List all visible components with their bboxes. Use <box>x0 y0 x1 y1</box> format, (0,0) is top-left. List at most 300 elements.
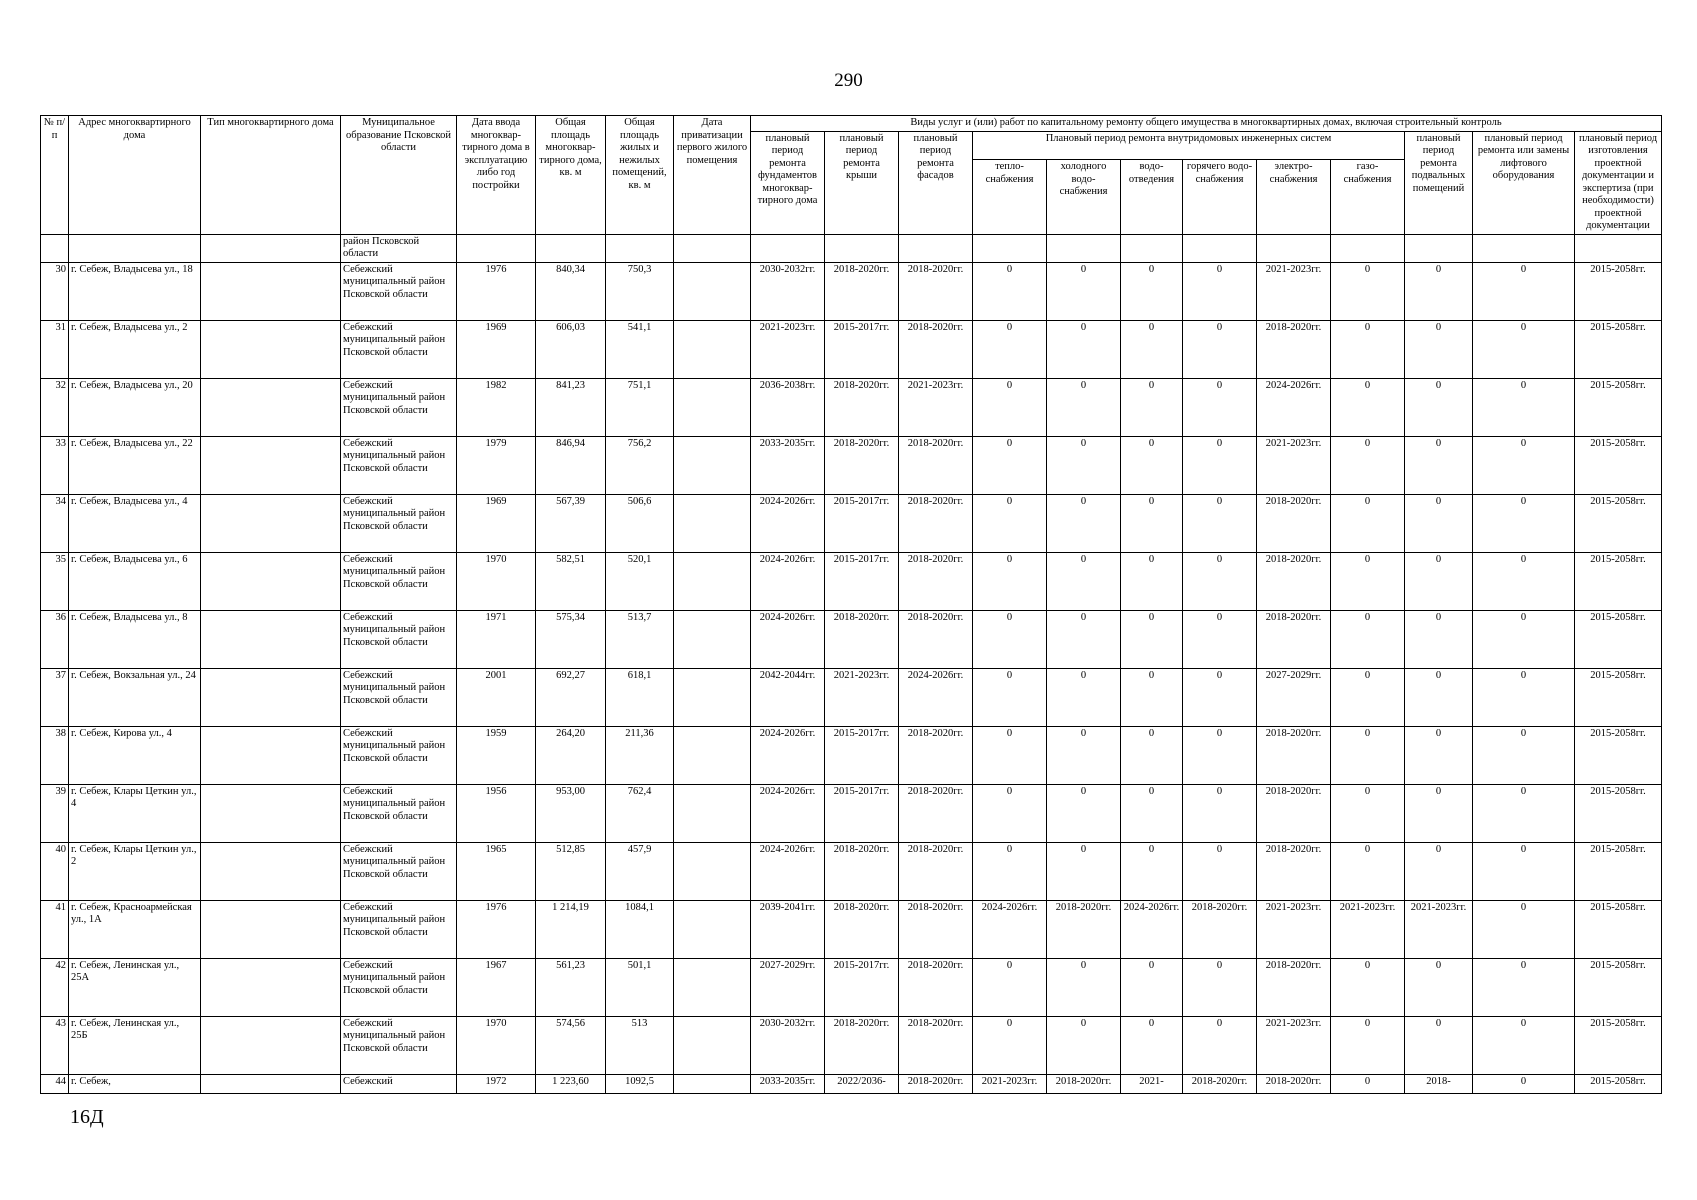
row-num: 30 <box>41 262 69 320</box>
row-gas: 0 <box>1331 552 1405 610</box>
row-foundation: 2024-2026гг. <box>751 784 825 842</box>
row-num: 42 <box>41 958 69 1016</box>
row-municipality: Себежский муниципальный район Псковской области <box>341 320 457 378</box>
row-roof: 2022/2036- <box>825 1074 899 1093</box>
row-total-area: 574,56 <box>536 1016 606 1074</box>
row-type <box>201 378 341 436</box>
row-basement: 0 <box>1405 726 1473 784</box>
row-year: 1970 <box>457 1016 536 1074</box>
row-elevator: 0 <box>1473 262 1575 320</box>
row-roof: 2018-2020гг. <box>825 262 899 320</box>
row-cold-water: 0 <box>1047 784 1121 842</box>
row-elevator: 0 <box>1473 494 1575 552</box>
row-basement: 0 <box>1405 1016 1473 1074</box>
row-roof: 2018-2020гг. <box>825 436 899 494</box>
row-elevator: 0 <box>1473 1016 1575 1074</box>
row-num: 31 <box>41 320 69 378</box>
row-elevator: 0 <box>1473 784 1575 842</box>
row-gas: 0 <box>1331 842 1405 900</box>
header-electric: электро-снабжения <box>1257 160 1331 235</box>
row-elevator: 0 <box>1473 552 1575 610</box>
row-gas: 0 <box>1331 726 1405 784</box>
row-sewage: 0 <box>1121 320 1183 378</box>
row-type <box>201 552 341 610</box>
row-elevator: 0 <box>1473 958 1575 1016</box>
row-total-area: 692,27 <box>536 668 606 726</box>
row-heat: 0 <box>973 436 1047 494</box>
row-year: 1976 <box>457 262 536 320</box>
row-design: 2015-2058гг. <box>1575 262 1662 320</box>
row-num: 35 <box>41 552 69 610</box>
row-municipality: Себежский муниципальный район Псковской области <box>341 378 457 436</box>
row-heat: 0 <box>973 842 1047 900</box>
row-privatization <box>674 494 751 552</box>
row-hot-water: 2018-2020гг. <box>1183 900 1257 958</box>
row-sewage: 0 <box>1121 552 1183 610</box>
row-facade: 2024-2026гг. <box>899 668 973 726</box>
row-num: 40 <box>41 842 69 900</box>
row-living-area: 1092,5 <box>606 1074 674 1093</box>
row-cold-water: 0 <box>1047 726 1121 784</box>
table-row <box>41 958 1662 1016</box>
row-roof: 2015-2017гг. <box>825 726 899 784</box>
row-hot-water: 0 <box>1183 436 1257 494</box>
header-elevator: плановый период ремонта или замены лифтового оборудования <box>1473 131 1575 234</box>
row-sewage: 2024-2026гг. <box>1121 900 1183 958</box>
row-cold-water: 0 <box>1047 610 1121 668</box>
row-year: 1967 <box>457 958 536 1016</box>
row-heat: 0 <box>973 378 1047 436</box>
header-works-group: Виды услуг и (или) работ по капитальному ремонту общего имущества в многоквартирных домах, включая строительный контроль <box>751 116 1662 132</box>
row-foundation: 2024-2026гг. <box>751 494 825 552</box>
row-hot-water: 0 <box>1183 958 1257 1016</box>
row-basement: 0 <box>1405 494 1473 552</box>
row-facade: 2021-2023гг. <box>899 378 973 436</box>
row-type <box>201 262 341 320</box>
row-facade: 2018-2020гг. <box>899 900 973 958</box>
row-municipality: Себежский муниципальный район Псковской области <box>341 610 457 668</box>
row-basement: 0 <box>1405 552 1473 610</box>
row-address: г. Себеж, Владысева ул., 18 <box>69 262 201 320</box>
row-privatization <box>674 436 751 494</box>
row-total-area: 841,23 <box>536 378 606 436</box>
table-row <box>41 900 1662 958</box>
row-elevator: 0 <box>1473 900 1575 958</box>
row-cold-water: 2018-2020гг. <box>1047 900 1121 958</box>
row-elevator: 0 <box>1473 1074 1575 1093</box>
row-type <box>201 668 341 726</box>
row-facade: 2018-2020гг. <box>899 842 973 900</box>
row-roof: 2018-2020гг. <box>825 842 899 900</box>
row-total-area: 953,00 <box>536 784 606 842</box>
table-header <box>41 116 1662 235</box>
header-gas: газо-снабжения <box>1331 160 1405 235</box>
row-electric: 2018-2020гг. <box>1257 726 1331 784</box>
row-basement: 0 <box>1405 842 1473 900</box>
row-basement: 0 <box>1405 610 1473 668</box>
row-privatization <box>674 726 751 784</box>
row-type <box>201 842 341 900</box>
row-roof: 2018-2020гг. <box>825 378 899 436</box>
row-elevator: 0 <box>1473 436 1575 494</box>
row-basement: 0 <box>1405 378 1473 436</box>
header-commission-date: Дата ввода многоквар-тирного дома в эксплуатацию либо год постройки <box>457 116 536 235</box>
row-privatization <box>674 900 751 958</box>
row-cold-water: 0 <box>1047 320 1121 378</box>
table-row <box>41 726 1662 784</box>
row-living-area: 457,9 <box>606 842 674 900</box>
row-cold-water: 0 <box>1047 494 1121 552</box>
row-roof: 2015-2017гг. <box>825 784 899 842</box>
row-design: 2015-2058гг. <box>1575 378 1662 436</box>
row-facade: 2018-2020гг. <box>899 1016 973 1074</box>
row-living-area: 618,1 <box>606 668 674 726</box>
row-year: 1965 <box>457 842 536 900</box>
row-elevator: 0 <box>1473 842 1575 900</box>
row-privatization <box>674 668 751 726</box>
table-row <box>41 552 1662 610</box>
row-sewage: 0 <box>1121 958 1183 1016</box>
row-elevator: 0 <box>1473 378 1575 436</box>
row-municipality: Себежский муниципальный район Псковской области <box>341 1016 457 1074</box>
row-elevator: 0 <box>1473 320 1575 378</box>
row-hot-water: 0 <box>1183 668 1257 726</box>
row-design: 2015-2058гг. <box>1575 784 1662 842</box>
row-type <box>201 958 341 1016</box>
row-address: г. Себеж, <box>69 1074 201 1093</box>
row-design: 2015-2058гг. <box>1575 552 1662 610</box>
row-facade: 2018-2020гг. <box>899 726 973 784</box>
row-design: 2015-2058гг. <box>1575 900 1662 958</box>
header-living-area: Общая площадь жилых и нежилых помещений, кв. м <box>606 116 674 235</box>
row-year: 1982 <box>457 378 536 436</box>
row-hot-water: 0 <box>1183 842 1257 900</box>
row-living-area: 756,2 <box>606 436 674 494</box>
row-heat: 0 <box>973 1016 1047 1074</box>
row-basement: 0 <box>1405 668 1473 726</box>
row-basement: 2018- <box>1405 1074 1473 1093</box>
row-gas: 0 <box>1331 784 1405 842</box>
table-row <box>41 494 1662 552</box>
row-electric: 2021-2023гг. <box>1257 900 1331 958</box>
table-row <box>41 842 1662 900</box>
row-address: г. Себеж, Ленинская ул., 25А <box>69 958 201 1016</box>
table-row <box>41 262 1662 320</box>
row-gas: 0 <box>1331 320 1405 378</box>
row-cold-water: 0 <box>1047 842 1121 900</box>
row-design: 2015-2058гг. <box>1575 1016 1662 1074</box>
row-design: 2015-2058гг. <box>1575 958 1662 1016</box>
row-hot-water: 0 <box>1183 262 1257 320</box>
row-gas: 2021-2023гг. <box>1331 900 1405 958</box>
row-foundation: 2042-2044гг. <box>751 668 825 726</box>
row-basement: 0 <box>1405 320 1473 378</box>
row-heat: 0 <box>973 610 1047 668</box>
row-sewage: 0 <box>1121 842 1183 900</box>
row-address: г. Себеж, Кирова ул., 4 <box>69 726 201 784</box>
header-systems-group: Плановый период ремонта внутридомовых инженерных систем <box>973 131 1405 160</box>
table-row <box>41 668 1662 726</box>
table-row <box>41 610 1662 668</box>
row-electric: 2018-2020гг. <box>1257 610 1331 668</box>
continuation-row <box>41 234 1662 262</box>
row-design: 2015-2058гг. <box>1575 320 1662 378</box>
row-type <box>201 320 341 378</box>
row-foundation: 2024-2026гг. <box>751 842 825 900</box>
row-heat: 0 <box>973 784 1047 842</box>
row-address: г. Себеж, Владысева ул., 2 <box>69 320 201 378</box>
table-row <box>41 320 1662 378</box>
row-num: 43 <box>41 1016 69 1074</box>
row-cold-water: 0 <box>1047 668 1121 726</box>
row-total-area: 846,94 <box>536 436 606 494</box>
row-hot-water: 0 <box>1183 610 1257 668</box>
row-facade: 2018-2020гг. <box>899 784 973 842</box>
row-heat: 0 <box>973 552 1047 610</box>
row-type <box>201 726 341 784</box>
row-electric: 2021-2023гг. <box>1257 436 1331 494</box>
row-year: 1969 <box>457 494 536 552</box>
row-facade: 2018-2020гг. <box>899 436 973 494</box>
row-type <box>201 1074 341 1093</box>
row-design: 2015-2058гг. <box>1575 842 1662 900</box>
row-year: 1959 <box>457 726 536 784</box>
row-design: 2015-2058гг. <box>1575 1074 1662 1093</box>
row-living-area: 501,1 <box>606 958 674 1016</box>
row-municipality: Себежский муниципальный район Псковской области <box>341 262 457 320</box>
row-num: 36 <box>41 610 69 668</box>
row-municipality: Себежский муниципальный район Псковской области <box>341 552 457 610</box>
row-living-area: 211,36 <box>606 726 674 784</box>
row-facade: 2018-2020гг. <box>899 552 973 610</box>
row-electric: 2027-2029гг. <box>1257 668 1331 726</box>
row-gas: 0 <box>1331 378 1405 436</box>
row-sewage: 0 <box>1121 784 1183 842</box>
row-total-area: 840,34 <box>536 262 606 320</box>
row-elevator: 0 <box>1473 610 1575 668</box>
row-facade: 2018-2020гг. <box>899 262 973 320</box>
header-roof: плановый период ремонта крыши <box>825 131 899 234</box>
header-address: Адрес многоквартирного дома <box>69 116 201 235</box>
row-privatization <box>674 610 751 668</box>
row-num: 38 <box>41 726 69 784</box>
header-type: Тип многоквартирного дома <box>201 116 341 235</box>
row-hot-water: 0 <box>1183 552 1257 610</box>
row-design: 2015-2058гг. <box>1575 494 1662 552</box>
row-roof: 2021-2023гг. <box>825 668 899 726</box>
row-living-area: 541,1 <box>606 320 674 378</box>
table-row <box>41 1074 1662 1093</box>
row-address: г. Себеж, Владысева ул., 22 <box>69 436 201 494</box>
row-privatization <box>674 378 751 436</box>
row-hot-water: 0 <box>1183 320 1257 378</box>
row-type <box>201 900 341 958</box>
row-hot-water: 0 <box>1183 784 1257 842</box>
row-sewage: 0 <box>1121 668 1183 726</box>
row-heat: 0 <box>973 494 1047 552</box>
row-roof: 2015-2017гг. <box>825 494 899 552</box>
row-municipality: Себежский <box>341 1074 457 1093</box>
row-cold-water: 0 <box>1047 1016 1121 1074</box>
header-total-area: Общая площадь многоквар-тирного дома, кв. м <box>536 116 606 235</box>
row-sewage: 0 <box>1121 726 1183 784</box>
row-living-area: 762,4 <box>606 784 674 842</box>
row-foundation: 2033-2035гг. <box>751 436 825 494</box>
row-roof: 2018-2020гг. <box>825 900 899 958</box>
row-cold-water: 0 <box>1047 378 1121 436</box>
row-num: 41 <box>41 900 69 958</box>
row-total-area: 264,20 <box>536 726 606 784</box>
row-electric: 2018-2020гг. <box>1257 842 1331 900</box>
row-year: 1972 <box>457 1074 536 1093</box>
row-foundation: 2030-2032гг. <box>751 262 825 320</box>
row-total-area: 1 223,60 <box>536 1074 606 1093</box>
row-foundation: 2030-2032гг. <box>751 1016 825 1074</box>
row-municipality: Себежский муниципальный район Псковской области <box>341 726 457 784</box>
header-facade: плановый период ремонта фасадов <box>899 131 973 234</box>
row-municipality: Себежский муниципальный район Псковской области <box>341 494 457 552</box>
row-gas: 0 <box>1331 610 1405 668</box>
row-heat: 2021-2023гг. <box>973 1074 1047 1093</box>
row-basement: 0 <box>1405 436 1473 494</box>
row-cold-water: 0 <box>1047 552 1121 610</box>
header-privatization: Дата приватизации первого жилого помещения <box>674 116 751 235</box>
table-body <box>41 234 1662 1093</box>
row-year: 1979 <box>457 436 536 494</box>
row-basement: 0 <box>1405 784 1473 842</box>
row-type <box>201 494 341 552</box>
row-living-area: 506,6 <box>606 494 674 552</box>
header-municipality: Муниципальное образование Псковской области <box>341 116 457 235</box>
row-privatization <box>674 784 751 842</box>
row-sewage: 0 <box>1121 610 1183 668</box>
row-foundation: 2039-2041гг. <box>751 900 825 958</box>
row-gas: 0 <box>1331 958 1405 1016</box>
row-heat: 0 <box>973 958 1047 1016</box>
row-num: 37 <box>41 668 69 726</box>
row-privatization <box>674 552 751 610</box>
row-sewage: 0 <box>1121 262 1183 320</box>
row-cold-water: 2018-2020гг. <box>1047 1074 1121 1093</box>
row-address: г. Себеж, Клары Цеткин ул., 4 <box>69 784 201 842</box>
row-gas: 0 <box>1331 494 1405 552</box>
row-privatization <box>674 262 751 320</box>
row-sewage: 0 <box>1121 436 1183 494</box>
row-foundation: 2036-2038гг. <box>751 378 825 436</box>
row-hot-water: 0 <box>1183 494 1257 552</box>
row-foundation: 2024-2026гг. <box>751 610 825 668</box>
row-electric: 2021-2023гг. <box>1257 262 1331 320</box>
row-year: 1969 <box>457 320 536 378</box>
header-heat: тепло-снабжения <box>973 160 1047 235</box>
row-roof: 2015-2017гг. <box>825 320 899 378</box>
row-living-area: 513,7 <box>606 610 674 668</box>
row-privatization <box>674 958 751 1016</box>
row-sewage: 0 <box>1121 1016 1183 1074</box>
row-living-area: 513 <box>606 1016 674 1074</box>
row-cold-water: 0 <box>1047 958 1121 1016</box>
table-row <box>41 784 1662 842</box>
row-elevator: 0 <box>1473 668 1575 726</box>
row-total-area: 567,39 <box>536 494 606 552</box>
row-facade: 2018-2020гг. <box>899 494 973 552</box>
row-living-area: 1084,1 <box>606 900 674 958</box>
row-municipality: Себежский муниципальный район Псковской области <box>341 436 457 494</box>
row-year: 2001 <box>457 668 536 726</box>
row-municipality: Себежский муниципальный район Псковской области <box>341 958 457 1016</box>
row-heat: 0 <box>973 726 1047 784</box>
row-address: г. Себеж, Клары Цеткин ул., 2 <box>69 842 201 900</box>
row-facade: 2018-2020гг. <box>899 320 973 378</box>
row-gas: 0 <box>1331 1016 1405 1074</box>
row-privatization <box>674 1074 751 1093</box>
row-gas: 0 <box>1331 1074 1405 1093</box>
row-total-area: 561,23 <box>536 958 606 1016</box>
row-heat: 0 <box>973 668 1047 726</box>
row-address: г. Себеж, Ленинская ул., 25Б <box>69 1016 201 1074</box>
row-foundation: 2024-2026гг. <box>751 552 825 610</box>
row-design: 2015-2058гг. <box>1575 726 1662 784</box>
row-facade: 2018-2020гг. <box>899 610 973 668</box>
row-total-area: 582,51 <box>536 552 606 610</box>
row-year: 1971 <box>457 610 536 668</box>
row-municipality: Себежский муниципальный район Псковской области <box>341 842 457 900</box>
row-hot-water: 0 <box>1183 1016 1257 1074</box>
row-basement: 2021-2023гг. <box>1405 900 1473 958</box>
row-municipality: Себежский муниципальный район Псковской области <box>341 784 457 842</box>
table-row <box>41 378 1662 436</box>
row-basement: 0 <box>1405 958 1473 1016</box>
row-heat: 2024-2026гг. <box>973 900 1047 958</box>
row-heat: 0 <box>973 320 1047 378</box>
header-foundation: плановый период ремонта фундаментов многоквар-тирного дома <box>751 131 825 234</box>
row-address: г. Себеж, Владысева ул., 20 <box>69 378 201 436</box>
row-type <box>201 436 341 494</box>
row-year: 1970 <box>457 552 536 610</box>
row-total-area: 575,34 <box>536 610 606 668</box>
row-electric: 2018-2020гг. <box>1257 320 1331 378</box>
row-num: 39 <box>41 784 69 842</box>
row-foundation: 2027-2029гг. <box>751 958 825 1016</box>
row-electric: 2018-2020гг. <box>1257 958 1331 1016</box>
header-basement: плановый период ремонта подвальных помещений <box>1405 131 1473 234</box>
continuation-municipality: район Псковской области <box>341 234 457 262</box>
page-number: 290 <box>834 70 863 91</box>
row-facade: 2018-2020гг. <box>899 1074 973 1093</box>
table-row <box>41 436 1662 494</box>
row-living-area: 751,1 <box>606 378 674 436</box>
row-hot-water: 0 <box>1183 378 1257 436</box>
row-electric: 2024-2026гг. <box>1257 378 1331 436</box>
row-roof: 2018-2020гг. <box>825 610 899 668</box>
row-municipality: Себежский муниципальный район Псковской области <box>341 668 457 726</box>
footer-code: 16Д <box>70 1106 104 1128</box>
row-type <box>201 610 341 668</box>
row-address: г. Себеж, Владысева ул., 8 <box>69 610 201 668</box>
row-num: 33 <box>41 436 69 494</box>
row-hot-water: 0 <box>1183 726 1257 784</box>
header-cold-water: холодного водо-снабжения <box>1047 160 1121 235</box>
row-municipality: Себежский муниципальный район Псковской области <box>341 900 457 958</box>
row-num: 32 <box>41 378 69 436</box>
row-privatization <box>674 842 751 900</box>
row-electric: 2018-2020гг. <box>1257 552 1331 610</box>
row-total-area: 1 214,19 <box>536 900 606 958</box>
row-address: г. Себеж, Владысева ул., 4 <box>69 494 201 552</box>
row-design: 2015-2058гг. <box>1575 610 1662 668</box>
row-facade: 2018-2020гг. <box>899 958 973 1016</box>
row-address: г. Себеж, Владысева ул., 6 <box>69 552 201 610</box>
